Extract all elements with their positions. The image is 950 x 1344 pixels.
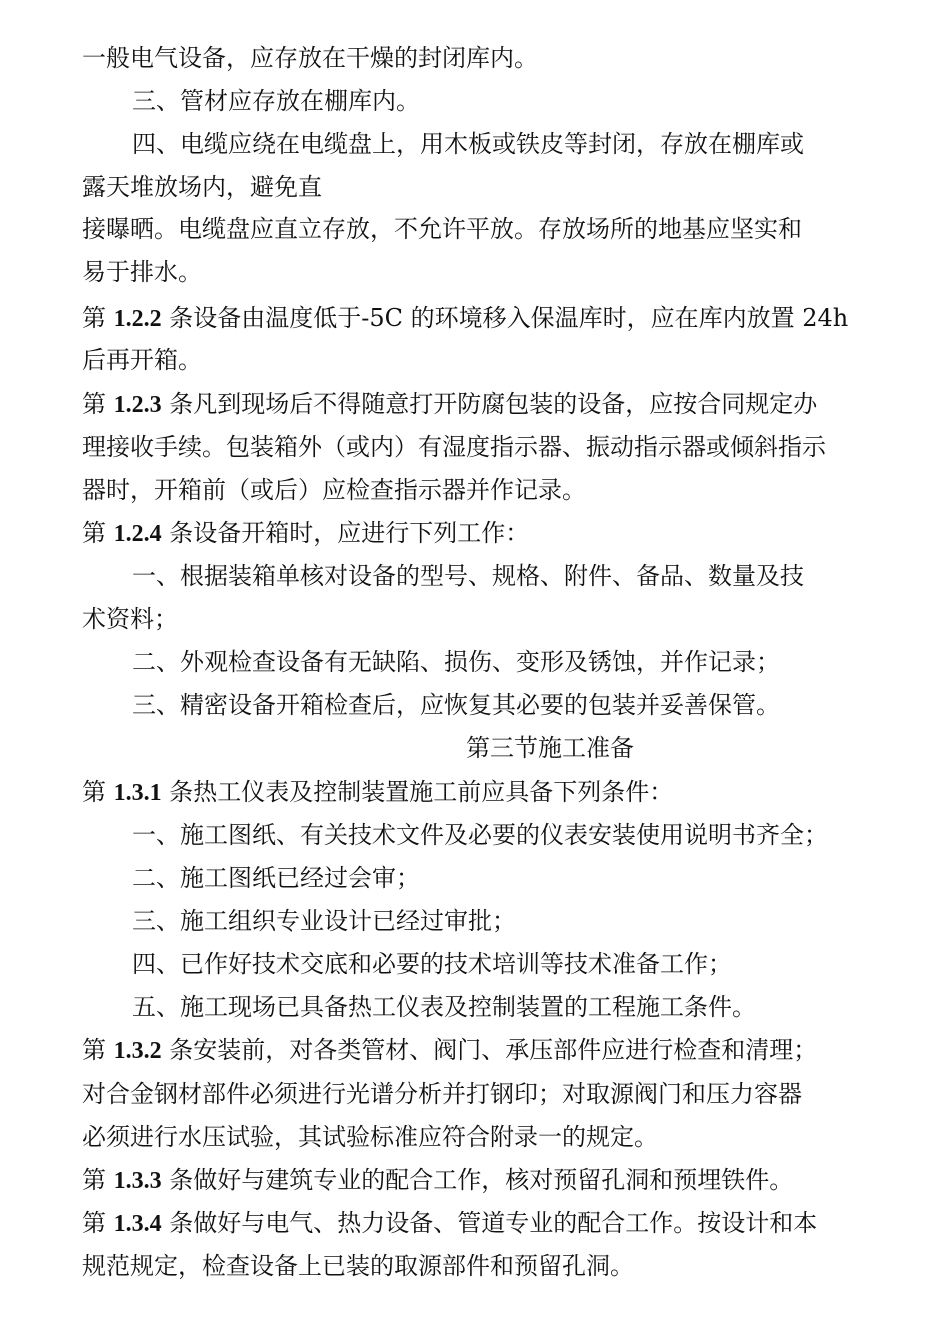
- clause-prefix: 第: [82, 390, 114, 418]
- text-line: 一般电气设备，应存放在干燥的封闭库内。: [82, 44, 538, 72]
- text-line: 五、施工现场已具备热工仪表及控制装置的工程施工条件。: [132, 993, 756, 1021]
- text-line: 四、电缆应绕在电缆盘上，用木板或铁皮等封闭，存放在棚库或: [132, 130, 804, 158]
- clause-number: 1.2.3: [113, 392, 162, 418]
- clause-number: 1.2.4: [113, 521, 162, 547]
- text-line: 二、外观检查设备有无缺陷、损伤、变形及锈蚀，并作记录；: [132, 648, 780, 676]
- text-line: 一、施工图纸、有关技术文件及必要的仪表安装使用说明书齐全；: [132, 821, 828, 849]
- section-heading: 第三节施工准备: [466, 734, 634, 762]
- text-line: 规范规定，检查设备上已装的取源部件和预留孔洞。: [82, 1252, 634, 1280]
- text-line: 四、已作好技术交底和必要的技术培训等技术准备工作；: [132, 950, 732, 978]
- clause-number: 1.3.4: [113, 1211, 162, 1237]
- clause-line: [82, 389, 882, 420]
- clause-number: 1.3.3: [113, 1168, 162, 1194]
- clause-prefix: 第: [82, 1209, 114, 1237]
- clause-line: [82, 303, 882, 334]
- text-line: 后再开箱。: [82, 346, 202, 374]
- clause-text: 条凡到现场后不得随意打开防腐包装的设备，应按合同规定办: [161, 390, 818, 418]
- clause-line: [82, 1165, 882, 1196]
- clause-prefix: 第: [82, 1166, 114, 1194]
- text-line: 三、施工组织专业设计已经过审批；: [132, 907, 516, 935]
- text-line: 一、根据装箱单核对设备的型号、规格、附件、备品、数量及技: [132, 562, 804, 590]
- clause-line: [82, 1035, 882, 1066]
- clause-text: 条设备开箱时，应进行下列工作：: [161, 519, 530, 547]
- text-line: 三、管材应存放在棚库内。: [132, 87, 420, 115]
- text-line: 易于排水。: [82, 258, 202, 286]
- text-line: 器时，开箱前（或后）应检查指示器并作记录。: [82, 476, 586, 504]
- text-line: 术资料；: [82, 605, 178, 633]
- clause-text: 条设备由温度低于-5C 的环境移入保温库时，应在库内放置 24h: [161, 304, 849, 332]
- clause-line: [82, 518, 882, 549]
- clause-number: 1.3.1: [113, 780, 162, 806]
- clause-prefix: 第: [82, 778, 114, 806]
- text-line: 二、施工图纸已经过会审；: [132, 864, 420, 892]
- clause-number: 1.2.2: [113, 306, 162, 332]
- clause-prefix: 第: [82, 1036, 114, 1064]
- text-line: 必须进行水压试验，其试验标准应符合附录一的规定。: [82, 1123, 658, 1151]
- text-line: 三、精密设备开箱检查后，应恢复其必要的包装并妥善保管。: [132, 691, 780, 719]
- text-line: 理接收手续。包装箱外（或内）有湿度指示器、振动指示器或倾斜指示: [82, 433, 826, 461]
- clause-line: [82, 777, 882, 808]
- clause-number: 1.3.2: [113, 1038, 162, 1064]
- text-line: 对合金钢材部件必须进行光谱分析并打钢印；对取源阀门和压力容器: [82, 1080, 802, 1108]
- clause-line: [82, 1208, 882, 1239]
- text-line: 露天堆放场内，避免直: [82, 173, 322, 201]
- clause-text: 条做好与电气、热力设备、管道专业的配合工作。按设计和本: [161, 1209, 818, 1237]
- clause-prefix: 第: [82, 304, 114, 332]
- clause-text: 条热工仪表及控制装置施工前应具备下列条件：: [161, 778, 674, 806]
- clause-text: 条做好与建筑专业的配合工作，核对预留孔洞和预埋铁件。: [161, 1166, 794, 1194]
- text-line: 接曝晒。电缆盘应直立存放，不允许平放。存放场所的地基应坚实和: [82, 215, 802, 243]
- clause-prefix: 第: [82, 519, 114, 547]
- clause-text: 条安装前，对各类管材、阀门、承压部件应进行检查和清理；: [161, 1036, 818, 1064]
